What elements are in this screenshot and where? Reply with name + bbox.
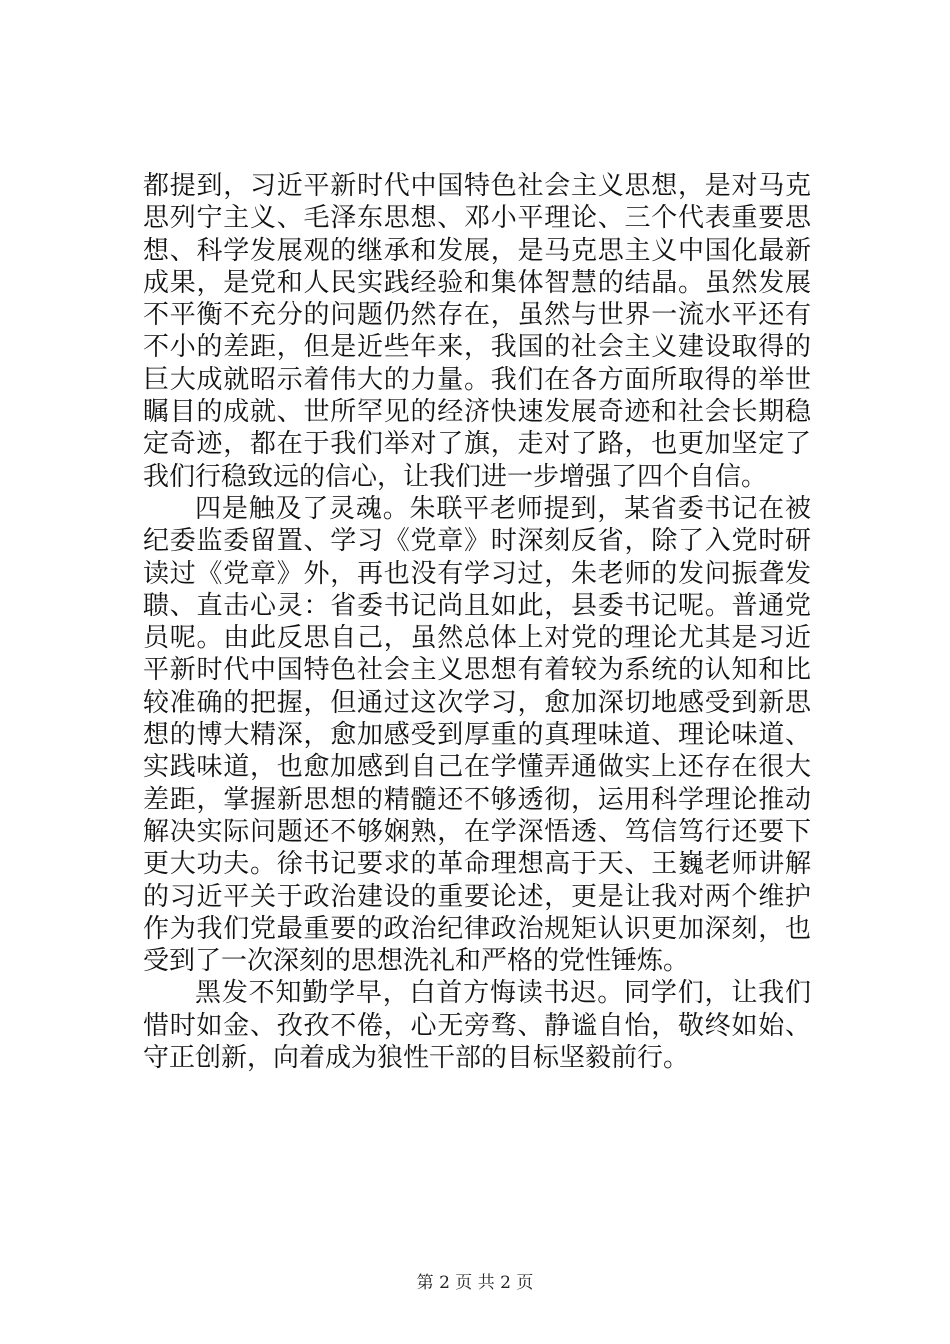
paragraph-3: 黑发不知勤学早，白首方悔读书迟。同学们，让我们惜时如金、孜孜不倦，心无旁骛、静谧自怡，敬终如始、守正创新，向着成为狼性干部的目标坚毅前行。 bbox=[143, 978, 811, 1074]
document-body bbox=[143, 170, 811, 1074]
paragraph-2: 四是触及了灵魂。朱联平老师提到，某省委书记在被纪委监委留置、学习《党章》时深刻反省，除了入党时研读过《党章》外，再也没有学习过，朱老师的发问振聋发聩、直击心灵：省委书记尚且如此，县委书记呢。普通党员呢。由此反思自己，虽然总体上对党的理论尤其是习近平新时代中国特色社会主义思想有着较为系统的认知和比较准确的把握，但通过这次学习，愈加深切地感受到新思想的博大精深，愈加感受到厚重的真理味道、理论味道、实践味道，也愈加感到自己在学懂弄通做实上还存在很大差距，掌握新思想的精髓还不够透彻，运用科学理论推动解决实际问题还不够娴熟，在学深悟透、笃信笃行还要下更大功夫。徐书记要求的革命理想高于天、王巍老师讲解的习近平关于政治建设的重要论述，更是让我对两个维护作为我们党最重要的政治纪律政治规矩认识更加深刻，也受到了一次深刻的思想洗礼和严格的党性锤炼。 bbox=[143, 493, 811, 977]
paragraph-1: 都提到，习近平新时代中国特色社会主义思想，是对马克思列宁主义、毛泽东思想、邓小平理论、三个代表重要思想、科学发展观的继承和发展，是马克思主义中国化最新成果，是党和人民实践经验和集体智慧的结晶。虽然发展不平衡不充分的问题仍然存在，虽然与世界一流水平还有不小的差距，但是近些年来，我国的社会主义建设取得的巨大成就昭示着伟大的力量。我们在各方面所取得的举世瞩目的成就、世所罕见的经济快速发展奇迹和社会长期稳定奇迹，都在于我们举对了旗，走对了路，也更加坚定了我们行稳致远的信心，让我们进一步增强了四个自信。 bbox=[143, 171, 811, 492]
page-footer: 第 2 页 共 2 页 bbox=[416, 1273, 534, 1293]
